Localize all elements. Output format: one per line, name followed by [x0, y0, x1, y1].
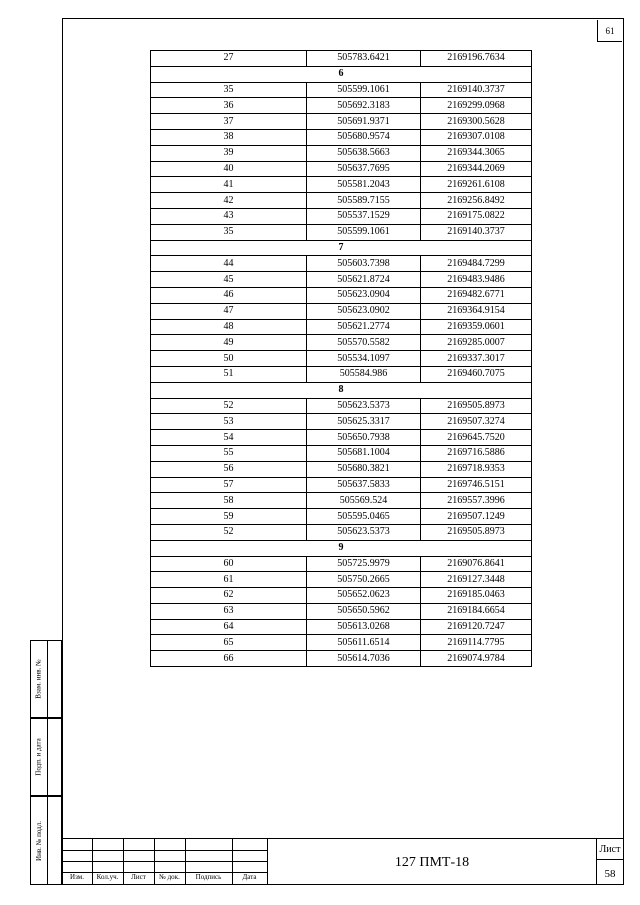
y-coordinate: 2169460.7075 [421, 366, 532, 382]
y-coordinate: 2169718.9353 [421, 461, 532, 477]
point-number: 66 [151, 651, 307, 667]
sheet-number: 58 [604, 867, 616, 880]
y-coordinate: 2169484.7299 [421, 256, 532, 272]
y-coordinate: 2169716.5886 [421, 445, 532, 461]
group-header-row [151, 382, 532, 398]
point-number: 45 [151, 272, 307, 288]
y-coordinate: 2169746.5151 [421, 477, 532, 493]
point-number: 55 [151, 445, 307, 461]
x-coordinate: 505611.6514 [307, 635, 421, 651]
x-coordinate: 505581.2043 [307, 177, 421, 193]
x-coordinate: 505680.3821 [307, 461, 421, 477]
x-coordinate: 505650.7938 [307, 430, 421, 446]
group-header-row [151, 66, 532, 82]
x-coordinate: 505681.1004 [307, 445, 421, 461]
point-number: 36 [151, 98, 307, 114]
point-number: 43 [151, 208, 307, 224]
point-number: 60 [151, 556, 307, 572]
point-number: 47 [151, 303, 307, 319]
stamp-header-list: Лист [131, 873, 146, 881]
y-coordinate: 2169344.3065 [421, 145, 532, 161]
x-coordinate: 505652.0623 [307, 588, 421, 604]
point-number: 49 [151, 335, 307, 351]
point-number: 51 [151, 366, 307, 382]
side-label-inv-dubl: Взам. инв. № [35, 659, 44, 699]
group-label: 6 [151, 66, 532, 82]
table-row [151, 114, 532, 130]
point-number: 42 [151, 193, 307, 209]
y-coordinate: 2169307.0108 [421, 129, 532, 145]
side-label-inv-orig: Инв. № подл. [35, 820, 44, 861]
point-number: 52 [151, 524, 307, 540]
table-row [151, 272, 532, 288]
x-coordinate: 505584.986 [307, 366, 421, 382]
y-coordinate: 2169196.7634 [421, 51, 532, 67]
sheet-label: Лист [599, 844, 621, 855]
y-coordinate: 2169482.6771 [421, 287, 532, 303]
y-coordinate: 2169256.8492 [421, 193, 532, 209]
y-coordinate: 2169557.3996 [421, 493, 532, 509]
table-row [151, 588, 532, 604]
x-coordinate: 505599.1061 [307, 224, 421, 240]
x-coordinate: 505725.9979 [307, 556, 421, 572]
x-coordinate: 505595.0465 [307, 509, 421, 525]
group-label: 7 [151, 240, 532, 256]
table-row [151, 82, 532, 98]
y-coordinate: 2169364.9154 [421, 303, 532, 319]
x-coordinate: 505613.0268 [307, 619, 421, 635]
y-coordinate: 2169483.9486 [421, 272, 532, 288]
table-row [151, 398, 532, 414]
x-coordinate: 505638.5663 [307, 145, 421, 161]
y-coordinate: 2169507.1249 [421, 509, 532, 525]
point-number: 61 [151, 572, 307, 588]
y-coordinate: 2169645.7520 [421, 430, 532, 446]
point-number: 35 [151, 82, 307, 98]
point-number: 40 [151, 161, 307, 177]
table-row [151, 193, 532, 209]
table-row [151, 287, 532, 303]
table-row [151, 572, 532, 588]
point-number: 39 [151, 145, 307, 161]
point-number: 57 [151, 477, 307, 493]
stamp-header-izm: Изм. [70, 873, 84, 881]
table-row [151, 177, 532, 193]
table-row [151, 619, 532, 635]
x-coordinate: 505623.0904 [307, 287, 421, 303]
table-row [151, 445, 532, 461]
table-row [151, 145, 532, 161]
x-coordinate: 505603.7398 [307, 256, 421, 272]
stamp-header-kol-uch: Кол.уч. [96, 873, 119, 881]
table-row [151, 524, 532, 540]
table-row [151, 98, 532, 114]
y-coordinate: 2169120.7247 [421, 619, 532, 635]
x-coordinate: 505783.6421 [307, 51, 421, 67]
x-coordinate: 505599.1061 [307, 82, 421, 98]
point-number: 41 [151, 177, 307, 193]
table-row [151, 461, 532, 477]
side-block-sign-date [30, 718, 62, 796]
point-number: 65 [151, 635, 307, 651]
y-coordinate: 2169285.0007 [421, 335, 532, 351]
table-row [151, 366, 532, 382]
point-number: 48 [151, 319, 307, 335]
x-coordinate: 505614.7036 [307, 651, 421, 667]
y-coordinate: 2169184.6654 [421, 603, 532, 619]
point-number: 44 [151, 256, 307, 272]
x-coordinate: 505692.3183 [307, 98, 421, 114]
table-row [151, 129, 532, 145]
y-coordinate: 2169337.3017 [421, 351, 532, 367]
x-coordinate: 505691.9371 [307, 114, 421, 130]
group-header-row [151, 540, 532, 556]
y-coordinate: 2169299.0968 [421, 98, 532, 114]
table-row [151, 51, 532, 67]
point-number: 62 [151, 588, 307, 604]
x-coordinate: 505625.3317 [307, 414, 421, 430]
table-row [151, 430, 532, 446]
table-row [151, 303, 532, 319]
table-row [151, 335, 532, 351]
point-number: 58 [151, 493, 307, 509]
point-number: 53 [151, 414, 307, 430]
top-page-number: 61 [597, 20, 622, 42]
side-block-inv-dubl [30, 640, 62, 718]
y-coordinate: 2169505.8973 [421, 398, 532, 414]
table-row [151, 414, 532, 430]
stamp-header-doc: № док. [159, 873, 180, 881]
x-coordinate: 505623.0902 [307, 303, 421, 319]
table-row [151, 224, 532, 240]
x-coordinate: 505637.5833 [307, 477, 421, 493]
point-number: 46 [151, 287, 307, 303]
group-label: 8 [151, 382, 532, 398]
table-row [151, 635, 532, 651]
y-coordinate: 2169074.9784 [421, 651, 532, 667]
y-coordinate: 2169359.0601 [421, 319, 532, 335]
table-row [151, 351, 532, 367]
point-number: 50 [151, 351, 307, 367]
x-coordinate: 505680.9574 [307, 129, 421, 145]
point-number: 37 [151, 114, 307, 130]
side-block-inv-orig [30, 796, 62, 885]
x-coordinate: 505589.7155 [307, 193, 421, 209]
table-row [151, 477, 532, 493]
x-coordinate: 505623.5373 [307, 524, 421, 540]
x-coordinate: 505621.2774 [307, 319, 421, 335]
x-coordinate: 505534.1097 [307, 351, 421, 367]
x-coordinate: 505637.7695 [307, 161, 421, 177]
y-coordinate: 2169114.7795 [421, 635, 532, 651]
table-row [151, 651, 532, 667]
group-label: 9 [151, 540, 532, 556]
y-coordinate: 2169076.8641 [421, 556, 532, 572]
point-number: 56 [151, 461, 307, 477]
point-number: 35 [151, 224, 307, 240]
y-coordinate: 2169127.3448 [421, 572, 532, 588]
x-coordinate: 505650.5962 [307, 603, 421, 619]
y-coordinate: 2169507.3274 [421, 414, 532, 430]
table-row [151, 319, 532, 335]
coordinates-table [150, 50, 532, 667]
y-coordinate: 2169300.5628 [421, 114, 532, 130]
x-coordinate: 505621.8724 [307, 272, 421, 288]
table-row [151, 556, 532, 572]
table-row [151, 161, 532, 177]
y-coordinate: 2169185.0463 [421, 588, 532, 604]
y-coordinate: 2169344.2069 [421, 161, 532, 177]
point-number: 52 [151, 398, 307, 414]
stamp-header-date: Дата [242, 873, 257, 881]
point-number: 63 [151, 603, 307, 619]
document-code: 127 ПМТ-18 [394, 854, 470, 870]
y-coordinate: 2169175.0822 [421, 208, 532, 224]
point-number: 27 [151, 51, 307, 67]
x-coordinate: 505537.1529 [307, 208, 421, 224]
point-number: 54 [151, 430, 307, 446]
point-number: 64 [151, 619, 307, 635]
title-block [62, 838, 624, 885]
side-label-sign-date: Подп. и дата [35, 738, 43, 776]
point-number: 59 [151, 509, 307, 525]
y-coordinate: 2169140.3737 [421, 82, 532, 98]
y-coordinate: 2169261.6108 [421, 177, 532, 193]
table-row [151, 493, 532, 509]
table-row [151, 256, 532, 272]
table-row [151, 208, 532, 224]
x-coordinate: 505569.524 [307, 493, 421, 509]
table-row [151, 509, 532, 525]
x-coordinate: 505623.5373 [307, 398, 421, 414]
table-row [151, 603, 532, 619]
y-coordinate: 2169505.8973 [421, 524, 532, 540]
stamp-header-signature: Подпись [195, 873, 222, 881]
x-coordinate: 505570.5582 [307, 335, 421, 351]
point-number: 38 [151, 129, 307, 145]
y-coordinate: 2169140.3737 [421, 224, 532, 240]
x-coordinate: 505750.2665 [307, 572, 421, 588]
group-header-row [151, 240, 532, 256]
